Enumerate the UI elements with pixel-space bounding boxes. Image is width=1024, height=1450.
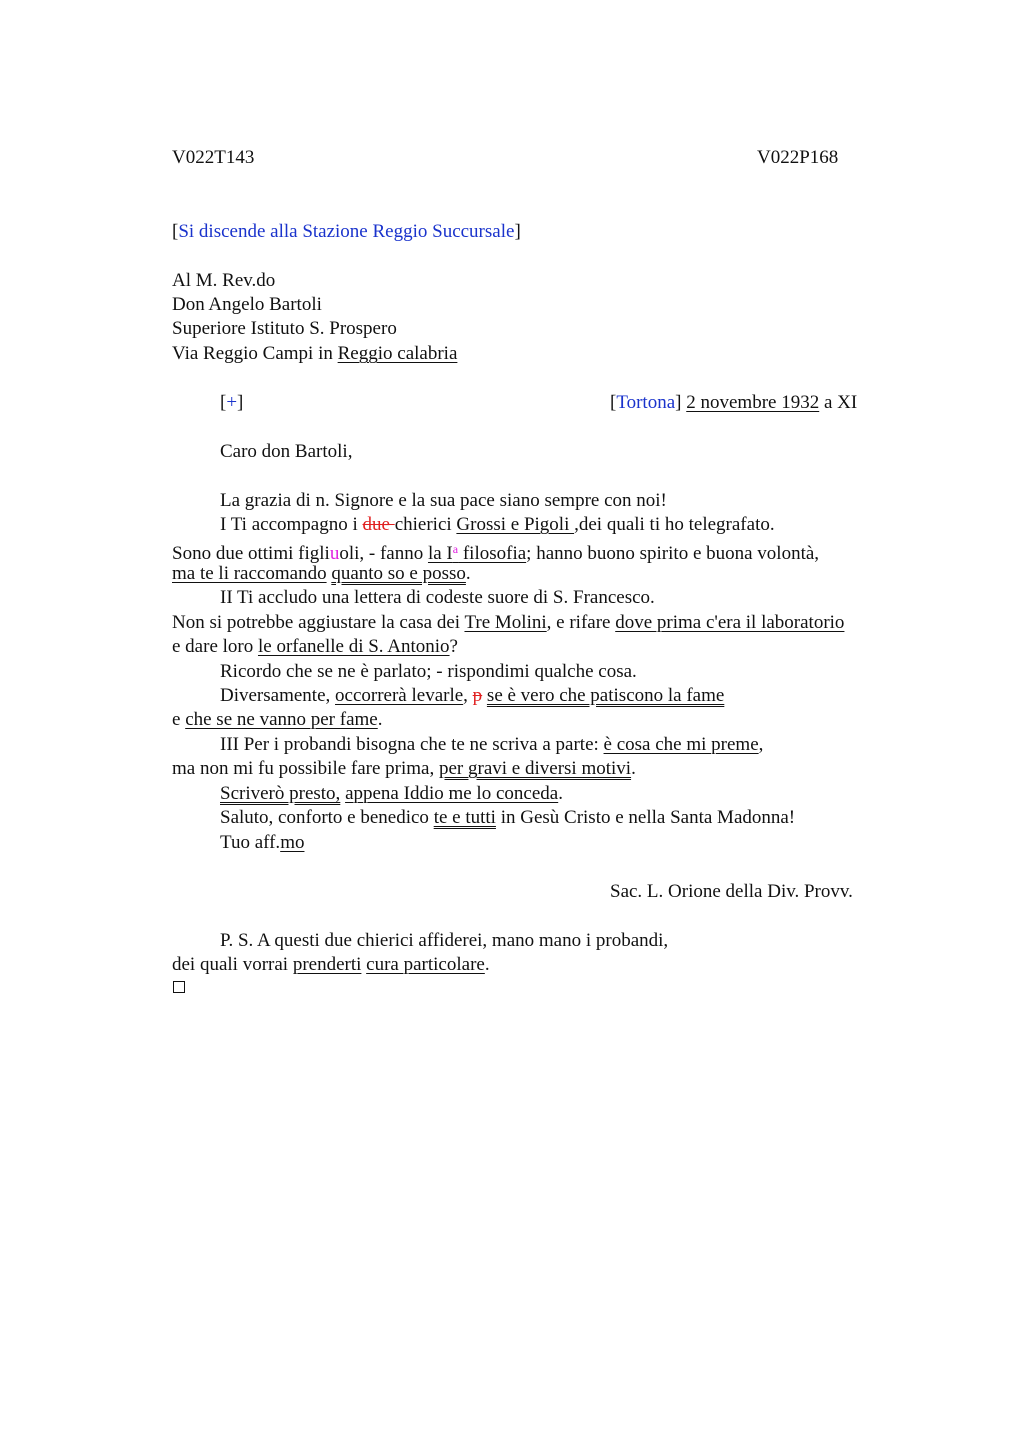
- text-run: filosofia: [458, 543, 527, 564]
- bracket-close: ]: [237, 392, 244, 413]
- letter-date: 2 novembre 1932: [686, 392, 820, 413]
- document-code-left: V022T143: [172, 147, 255, 168]
- place-and-date: [610, 391, 857, 415]
- square-outline-icon: [173, 981, 185, 993]
- address-line-4: [172, 342, 457, 366]
- underlined-text: cura particolare: [366, 954, 485, 975]
- bracket-open: [: [172, 221, 179, 242]
- body-line-6: [172, 611, 844, 635]
- salutation: Caro don Bartoli,: [220, 441, 353, 462]
- underlined-text: Tre Molini: [464, 612, 547, 633]
- double-underlined-text: quanto so e posso: [331, 563, 466, 584]
- double-underlined-text: se è vero che patiscono la fame: [486, 685, 725, 706]
- body-line-12: [172, 757, 636, 781]
- underlined-text: ma te li raccomando: [172, 563, 327, 584]
- body-line-2: [220, 513, 775, 537]
- signature: Sac. L. Orione della Div. Provv.: [610, 881, 853, 902]
- body-line-9: [220, 684, 724, 708]
- inserted-letter: u: [329, 543, 340, 564]
- body-line-14: [220, 806, 795, 830]
- body-line-1: La grazia di n. Signore e la sua pace siano sempre con noi!: [220, 490, 667, 511]
- body-line-5: II Ti accludo una lettera di codeste suore di S. Francesco.: [220, 587, 655, 608]
- underlined-text: è cosa che mi preme: [603, 734, 759, 755]
- editorial-note: [172, 220, 521, 244]
- superscript-a: a: [452, 542, 459, 556]
- underlined-text: le orfanelle di S. Antonio: [257, 636, 450, 657]
- text-run: ma non mi fu possibile fare prima,: [172, 758, 439, 779]
- underlined-text: occorrerà levarle: [335, 685, 464, 706]
- underlined-text: dove prima c'era il laboratorio: [615, 612, 845, 633]
- text-run: I Ti accompagno i: [220, 514, 363, 535]
- text-run: oli, - fanno: [339, 543, 428, 564]
- bracket-open: [: [220, 392, 227, 413]
- deleted-text: p: [472, 685, 483, 706]
- text-run: Sono due ottimi figli: [172, 543, 330, 564]
- page-code-right: V022P168: [757, 147, 839, 168]
- text-run: e dare loro: [172, 636, 258, 657]
- punctuation: .: [484, 954, 490, 975]
- punctuation: ?: [449, 636, 458, 657]
- body-line-11: [220, 733, 763, 757]
- text-run: Diversamente,: [220, 685, 336, 706]
- bracket-close: ]: [675, 392, 682, 413]
- underlined-names: Grossi e Pigoli: [456, 514, 575, 535]
- text-run: e: [172, 709, 186, 730]
- double-underlined-text: te e tutti: [433, 807, 496, 828]
- bracket-open: [: [610, 392, 617, 413]
- address-line-1: Al M. Rev.do: [172, 270, 276, 291]
- text-run: la I: [427, 543, 453, 564]
- punctuation: .: [377, 709, 383, 730]
- text-run: ; hanno buono spirito e buona volontà,: [526, 543, 820, 564]
- text-run: Saluto, conforto e benedico: [220, 807, 434, 828]
- text-run: ,dei quali ti ho telegrafato.: [574, 514, 775, 535]
- text-run: III Per i probandi bisogna che te ne scriva a parte:: [220, 734, 604, 755]
- address-street: Via Reggio Campi in: [172, 343, 338, 364]
- cross-mark: [220, 391, 243, 415]
- cross-symbol: +: [226, 392, 238, 413]
- text-run: Tuo aff.: [220, 832, 281, 853]
- body-line-4: [172, 562, 471, 586]
- underlined-text: che se ne vanno per fame: [185, 709, 378, 730]
- closing-line: [220, 831, 304, 855]
- body-line-7: [172, 635, 458, 659]
- text-run: chierici: [394, 514, 457, 535]
- address-city: Reggio calabria: [337, 343, 458, 364]
- underlined-course: [428, 543, 526, 564]
- bracket-close: ]: [514, 221, 521, 242]
- address-line-3: Superiore Istituto S. Prospero: [172, 318, 397, 339]
- place-name: Tortona: [616, 392, 676, 413]
- postscript-line-2: [172, 953, 490, 977]
- body-line-13: [220, 782, 563, 806]
- editorial-note-text: Si discende alla Stazione Reggio Succursale: [178, 221, 515, 242]
- text-run: in Gesù Cristo e nella Santa Madonna!: [495, 807, 796, 828]
- text-run: dei quali vorrai: [172, 954, 293, 975]
- underlined-text: mo: [280, 832, 305, 853]
- double-underlined-text: per gravi e diversi motivi: [439, 758, 632, 779]
- punctuation: .: [558, 783, 563, 804]
- punctuation: .: [465, 563, 471, 584]
- deleted-text: due: [362, 514, 395, 535]
- address-line-2: Don Angelo Bartoli: [172, 294, 322, 315]
- body-line-10: [172, 708, 382, 732]
- text-run: Non si potrebbe aggiustare la casa dei: [172, 612, 465, 633]
- era-year: a XI: [819, 392, 858, 413]
- punctuation: ,: [758, 734, 764, 755]
- underlined-text: appena Iddio me lo conceda: [345, 783, 559, 804]
- text-run: , e rifare: [546, 612, 616, 633]
- text-run: ,: [463, 685, 473, 706]
- body-line-8: Ricordo che se ne è parlato; - rispondimi qualche cosa.: [220, 661, 637, 682]
- punctuation: .: [631, 758, 636, 779]
- double-underlined-text: Scriverò presto,: [220, 783, 341, 804]
- postscript-line-1: P. S. A questi due chierici affiderei, mano mano i probandi,: [220, 930, 669, 951]
- underlined-text: prenderti: [292, 954, 362, 975]
